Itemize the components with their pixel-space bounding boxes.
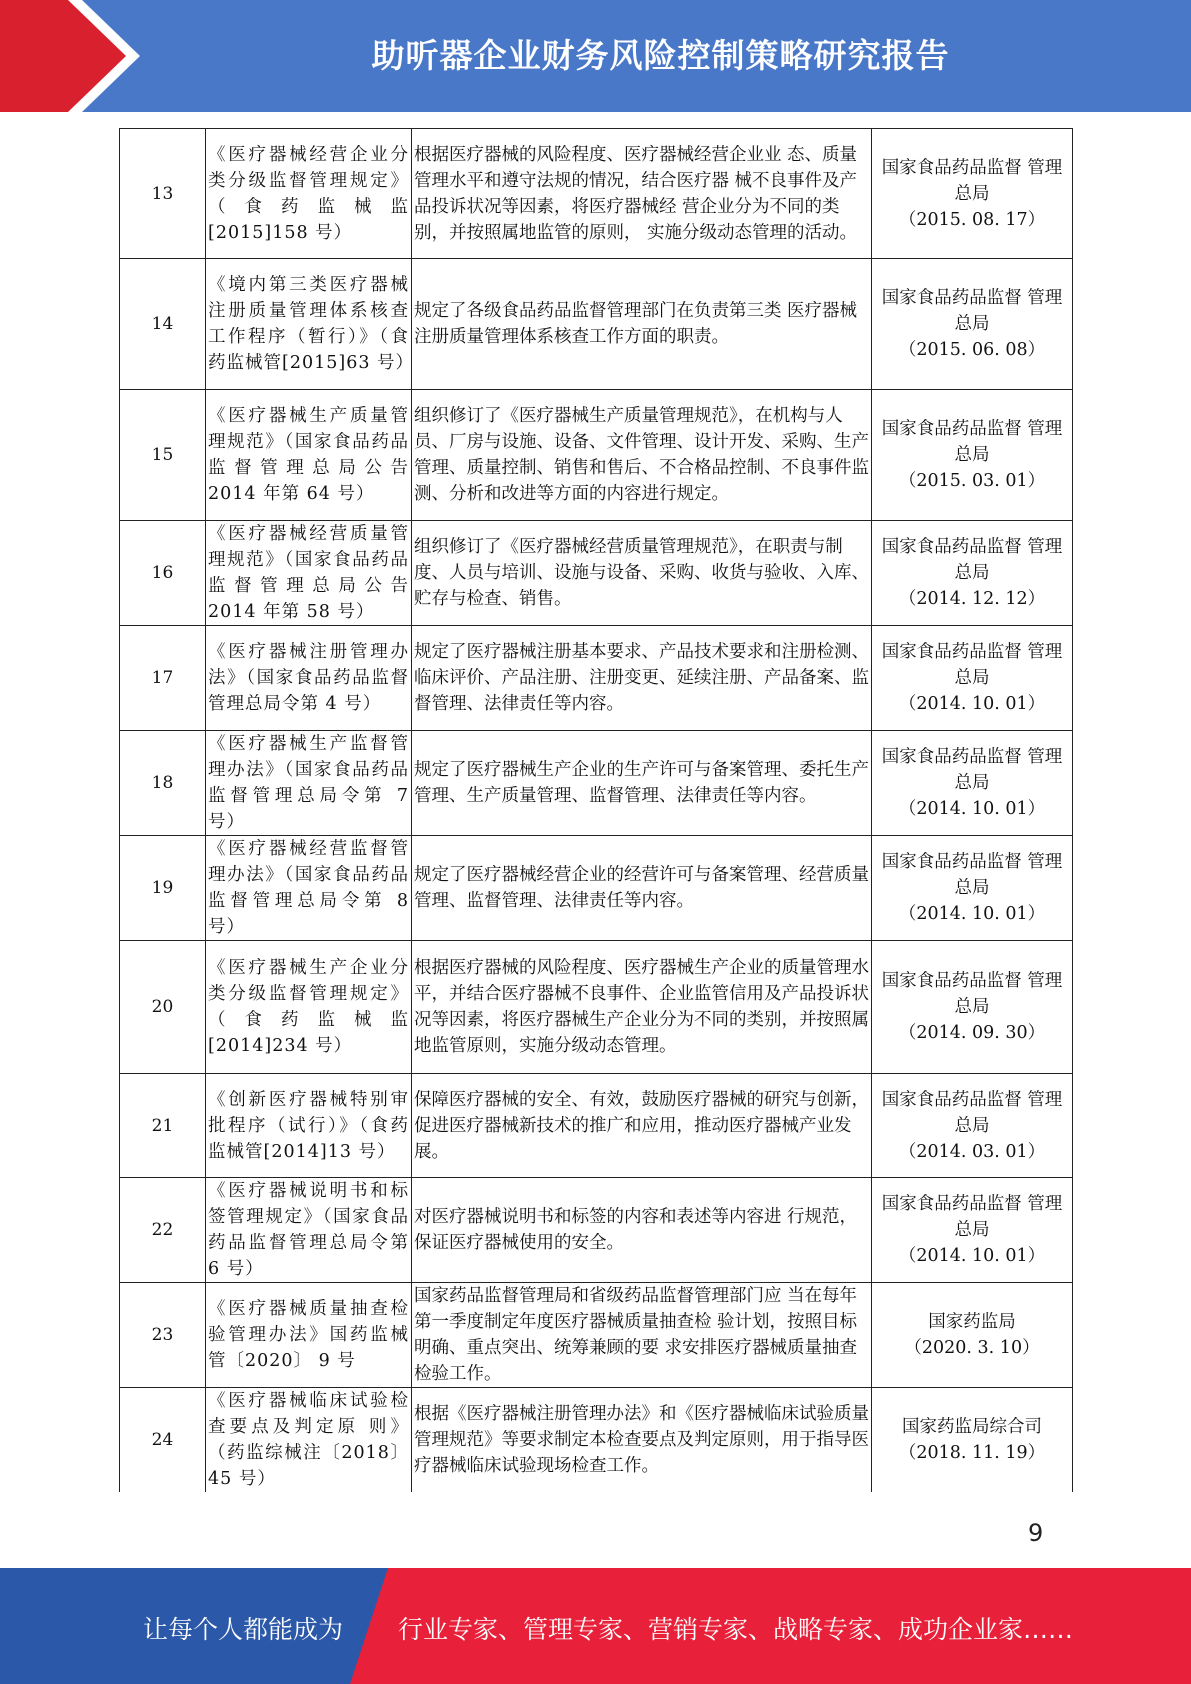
table-row: [120, 1074, 1073, 1178]
regulation-description: 规定了各级食品药品监督管理部门在负责第三类 医疗器械注册质量管理体系核查工作方面的职责。: [412, 259, 872, 390]
table-row: [120, 941, 1073, 1074]
regulation-description: 组织修订了《医疗器械生产质量管理规范》，在机构与人员、厂房与设施、设备、文件管理、设计开发、采购、生产管理、质量控制、销售和售后、不合格品控制、不良事件监测、分析和改进等方面的内容进行规定。: [412, 390, 872, 521]
table-row: [120, 259, 1073, 390]
issuer-name: 国家食品药品监督 管理总局: [881, 1089, 1063, 1136]
issuer-name: 国家食品药品监督 管理总局: [881, 157, 1063, 204]
issuer-name: 国家食品药品监督 管理总局: [881, 642, 1063, 688]
regulation-name: 《医疗器械经营企业分类分级监督管理规定》（食药监械监[2015]158 号）: [206, 129, 412, 259]
issue-date: （2014. 10. 01）: [898, 694, 1046, 714]
regulation-name: 《医疗器械说明书和标签管理规定》（国家食品药品监督管理总局令第 6 号）: [206, 1178, 412, 1283]
regulation-description: 根据医疗器械的风险程度、医疗器械经营企业业 态、质量管理水平和遵守法规的情况，结合医疗器 械不良事件及产品投诉状况等因素，将医疗器械经 营企业分为不同的类别，并按照属地监管的原则， 实施分级动态管理的活动。: [412, 129, 872, 259]
issuing-authority: [872, 1178, 1073, 1283]
regulation-name: 《医疗器械临床试验检查要点及判定原 则》（药监综械注〔2018〕 45 号）: [206, 1388, 412, 1493]
issuer-name: 国家食品药品监督 管理总局: [881, 1194, 1063, 1240]
regulation-description: 对医疗器械说明书和标签的内容和表述等内容进 行规范，保证医疗器械使用的安全。: [412, 1178, 872, 1283]
issue-date: （2015. 06. 08）: [898, 340, 1046, 360]
regulation-name: 《医疗器械生产企业分类分级监督管理规定》（食药监械监[2014]234 号）: [206, 941, 412, 1074]
issue-date: （2015. 08. 17）: [898, 209, 1046, 230]
regulations-table: [119, 128, 1072, 1492]
row-number: 14: [120, 259, 206, 390]
issuer-name: 国家食品药品监督 管理总局: [881, 971, 1063, 1017]
regulation-name: 《医疗器械生产质量管理规范》（国家食品药品监督管理总局公告 2014 年第 64 号）: [206, 390, 412, 521]
row-number: 18: [120, 731, 206, 836]
issue-date: （2014. 12. 12）: [898, 589, 1046, 609]
issuer-name: 国家药监局综合司: [902, 1417, 1042, 1437]
issuer-name: 国家食品药品监督 管理总局: [881, 747, 1063, 793]
regulation-name: 《医疗器械经营监督管理办法》（国家食品药品监督管理总局令第 8 号）: [206, 836, 412, 941]
issuing-authority: [872, 521, 1073, 626]
row-number: 22: [120, 1178, 206, 1283]
table-row: [120, 1283, 1073, 1388]
issue-date: （2014. 10. 01）: [898, 904, 1046, 924]
issuing-authority: [872, 129, 1073, 259]
table-row: [120, 390, 1073, 521]
table-row: [120, 129, 1073, 259]
row-number: 21: [120, 1074, 206, 1178]
page-footer: [0, 1568, 1191, 1684]
regulation-name: 《创新医疗器械特别审批程序（试行）》（食药 监械管[2014]13 号）: [206, 1074, 412, 1178]
issue-date: （2014. 03. 01）: [898, 1141, 1046, 1162]
issuer-name: 国家药监局: [928, 1312, 1016, 1332]
regulation-name: 《医疗器械注册管理办法》（国家食品药品监督管理总局令第 4 号）: [206, 626, 412, 731]
issue-date: （2014. 10. 01）: [898, 799, 1046, 819]
table-row: [120, 836, 1073, 941]
issue-date: （2015. 03. 01）: [898, 471, 1046, 491]
row-number: 19: [120, 836, 206, 941]
issuing-authority: [872, 941, 1073, 1074]
table-row: [120, 521, 1073, 626]
table-row: [120, 1178, 1073, 1283]
regulation-description: 规定了医疗器械经营企业的经营许可与备案管理、经营质量管理、监督管理、法律责任等内容。: [412, 836, 872, 941]
row-number: 24: [120, 1388, 206, 1493]
regulations-table-grid: [119, 128, 1073, 1492]
footer-slogan-right: 行业专家、管理专家、营销专家、战略专家、成功企业家……: [398, 1615, 1074, 1644]
issue-date: （2018. 11. 19）: [898, 1443, 1046, 1463]
row-number: 13: [120, 129, 206, 259]
footer-slogan-left: 让每个人都能成为: [143, 1615, 344, 1644]
issuing-authority: [872, 731, 1073, 836]
issue-date: （2014. 10. 01）: [898, 1246, 1046, 1266]
row-number: 15: [120, 390, 206, 521]
regulation-name: 《境内第三类医疗器械注册质量管理体系核查工作程序（暂行）》（食药监械管[2015]63 号）: [206, 259, 412, 390]
page-header: [0, 0, 1191, 112]
regulation-description: 规定了医疗器械注册基本要求、产品技术要求和注册检测、临床评价、产品注册、注册变更、延续注册、产品备案、监督管理、法律责任等内容。: [412, 626, 872, 731]
table-row: [120, 626, 1073, 731]
issuing-authority: [872, 1388, 1073, 1493]
row-number: 23: [120, 1283, 206, 1388]
issue-date: （2014. 09. 30）: [898, 1023, 1046, 1043]
issuer-name: 国家食品药品监督 管理总局: [881, 419, 1063, 465]
regulation-description: 规定了医疗器械生产企业的生产许可与备案管理、委托生产管理、生产质量管理、监督管理、法律责任等内容。: [412, 731, 872, 836]
issuing-authority: [872, 1283, 1073, 1388]
table-row: [120, 1388, 1073, 1493]
row-number: 20: [120, 941, 206, 1074]
regulation-description: 保障医疗器械的安全、有效，鼓励医疗器械的研究与创新，促进医疗器械新技术的推广和应用，推动医疗器械产业发展。: [412, 1074, 872, 1178]
regulation-description: 国家药品监督管理局和省级药品监督管理部门应 当在每年第一季度制定年度医疗器械质量抽查检 验计划，按照目标明确、重点突出、统筹兼顾的要 求安排医疗器械质量抽查检验工作。: [412, 1283, 872, 1388]
issuer-name: 国家食品药品监督 管理总局: [881, 288, 1063, 334]
regulation-name: 《医疗器械经营质量管理规范》（国家食品药品监督管理总局公告 2014 年第 58 号）: [206, 521, 412, 626]
regulation-name: 《医疗器械生产监督管理办法》（国家食品药品监督管理总局令第 7 号）: [206, 731, 412, 836]
issue-date: （2020. 3. 10）: [904, 1338, 1040, 1358]
issuing-authority: [872, 259, 1073, 390]
row-number: 17: [120, 626, 206, 731]
issuing-authority: [872, 626, 1073, 731]
issuing-authority: [872, 390, 1073, 521]
issuer-name: 国家食品药品监督 管理总局: [881, 537, 1063, 583]
regulation-description: 根据《医疗器械注册管理办法》和《医疗器械临床试验质量管理规范》等要求制定本检查要点及判定原则，用于指导医疗器械临床试验现场检查工作。: [412, 1388, 872, 1493]
regulation-description: 根据医疗器械的风险程度、医疗器械生产企业的质量管理水平，并结合医疗器械不良事件、企业监管信用及产品投诉状况等因素，将医疗器械生产企业分为不同的类别，并按照属地监管原则，实施分级动态管理。: [412, 941, 872, 1074]
issuing-authority: [872, 836, 1073, 941]
issuer-name: 国家食品药品监督 管理总局: [881, 852, 1063, 898]
row-number: 16: [120, 521, 206, 626]
page-number: 9: [1028, 1519, 1044, 1547]
regulation-name: 《医疗器械质量抽查检验管理办法》国药监械管〔2020〕 9 号: [206, 1283, 412, 1388]
regulation-description: 组织修订了《医疗器械经营质量管理规范》，在职责与制度、人员与培训、设施与设备、采购、收货与验收、入库、贮存与检查、销售。: [412, 521, 872, 626]
table-row: [120, 731, 1073, 836]
report-title: 助听器企业财务风险控制策略研究报告: [371, 36, 950, 75]
issuing-authority: [872, 1074, 1073, 1178]
